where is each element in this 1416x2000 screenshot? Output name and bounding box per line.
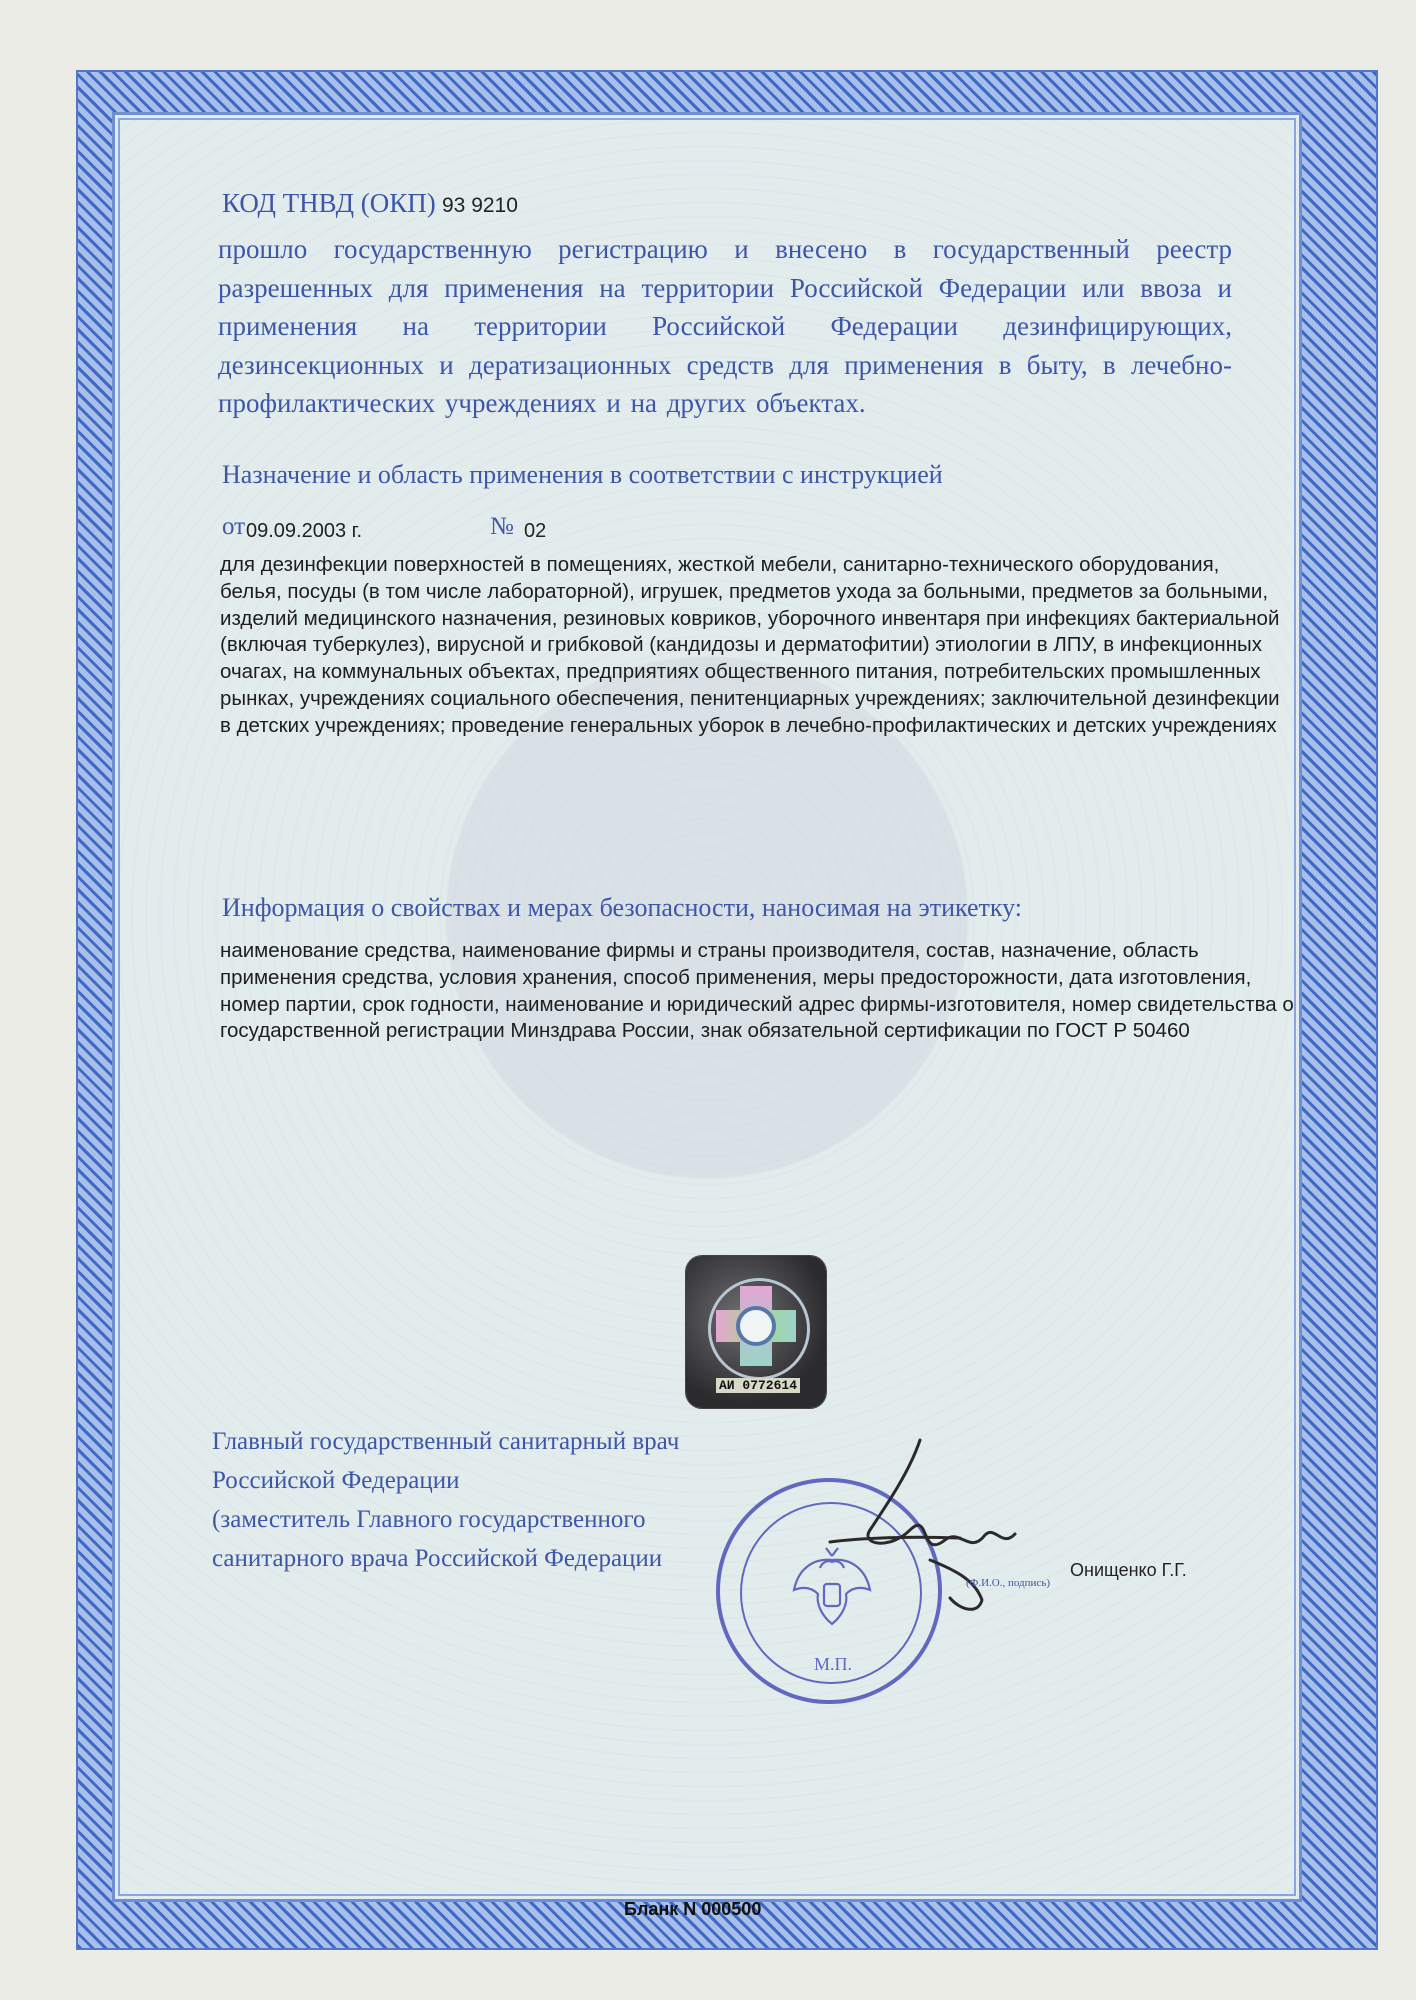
signatory-line-2: Российской Федерации	[212, 1467, 460, 1494]
instruction-date: 09.09.2003 г.	[246, 520, 363, 542]
kod-label: КОД ТНВД (ОКП)	[222, 188, 436, 218]
hologram-sticker	[686, 1256, 826, 1408]
purpose-heading: Назначение и область применения в соответствии с инструкцией	[222, 460, 943, 489]
purpose-text: для дезинфекции поверхностей в помещениях, жесткой мебели, санитарно-технического оборудования, белья, посуды (в том числе лабораторной), игрушек, предметов ухода за больными, предметов за больными, изделий медицинского назначения, резиновых ковриков, уборочного инвентаря при инфекциях бактериальной (включая туберкулез), вирусной и грибковой (кандидозы и дерматофитии) этиологии в ЛПУ, в инфекционных очагах, на коммунальных объектах, предприятиях общественного питания, потребительских промышленных рынках, учреждениях социального обеспечения, пенитенциарных учреждениях; заключительной дезинфекции в детских учреждениях; проведение генеральных уборок в лечебно-профилактических и детских учреждениях	[220, 553, 1280, 737]
signatory-name: Онищенко Г.Г.	[1070, 1560, 1187, 1580]
blank-number: Бланк N 000500	[624, 1899, 762, 1919]
signatory-line-1: Главный государственный санитарный врач	[212, 1428, 680, 1455]
instruction-number-label: №	[490, 513, 514, 540]
seal-mp: М.П.	[814, 1654, 853, 1674]
label-info-text: наименование средства, наименование фирмы и страны производителя, состав, назначение, область применения средства, условия хранения, способ применения, меры предосторожности, дата изготовления, номер партии, срок годности, наименование и юридический адрес фирмы-изготовителя, номер свидетельства о государственной регистрации Минздрава России, знак обязательной сертификации по ГОСТ Р 50460	[220, 939, 1294, 1043]
label-info-heading: Информация о свойствах и мерах безопасности, наносимая на этикетку:	[222, 893, 1023, 922]
signatory-line-4: санитарного врача Российской Федерации	[212, 1545, 663, 1572]
instruction-from-label: от	[222, 513, 246, 540]
signatory-title	[212, 1422, 679, 1578]
signature-icon	[770, 1430, 1070, 1630]
instruction-number: 02	[524, 520, 547, 542]
signatory-line-3: (заместитель Главного государственного	[212, 1506, 646, 1533]
hologram-code: АИ 0772614	[716, 1378, 800, 1393]
signature-caption: (Ф.И.О., подпись)	[966, 1577, 1050, 1589]
registration-text: прошло государственную регистрацию и внесено в государственный реестр разрешенных для применения на территории Российской Федерации или ввоза и применения на территории Российской Федерации дезинфицирующих, дезинсекционных и дератизационных средств для применения в быту, в лечебно-профилактических учреждениях и на других объектах.	[218, 234, 1232, 418]
hologram-emblem-icon	[736, 1306, 776, 1346]
kod-value: 93 9210	[442, 194, 518, 217]
